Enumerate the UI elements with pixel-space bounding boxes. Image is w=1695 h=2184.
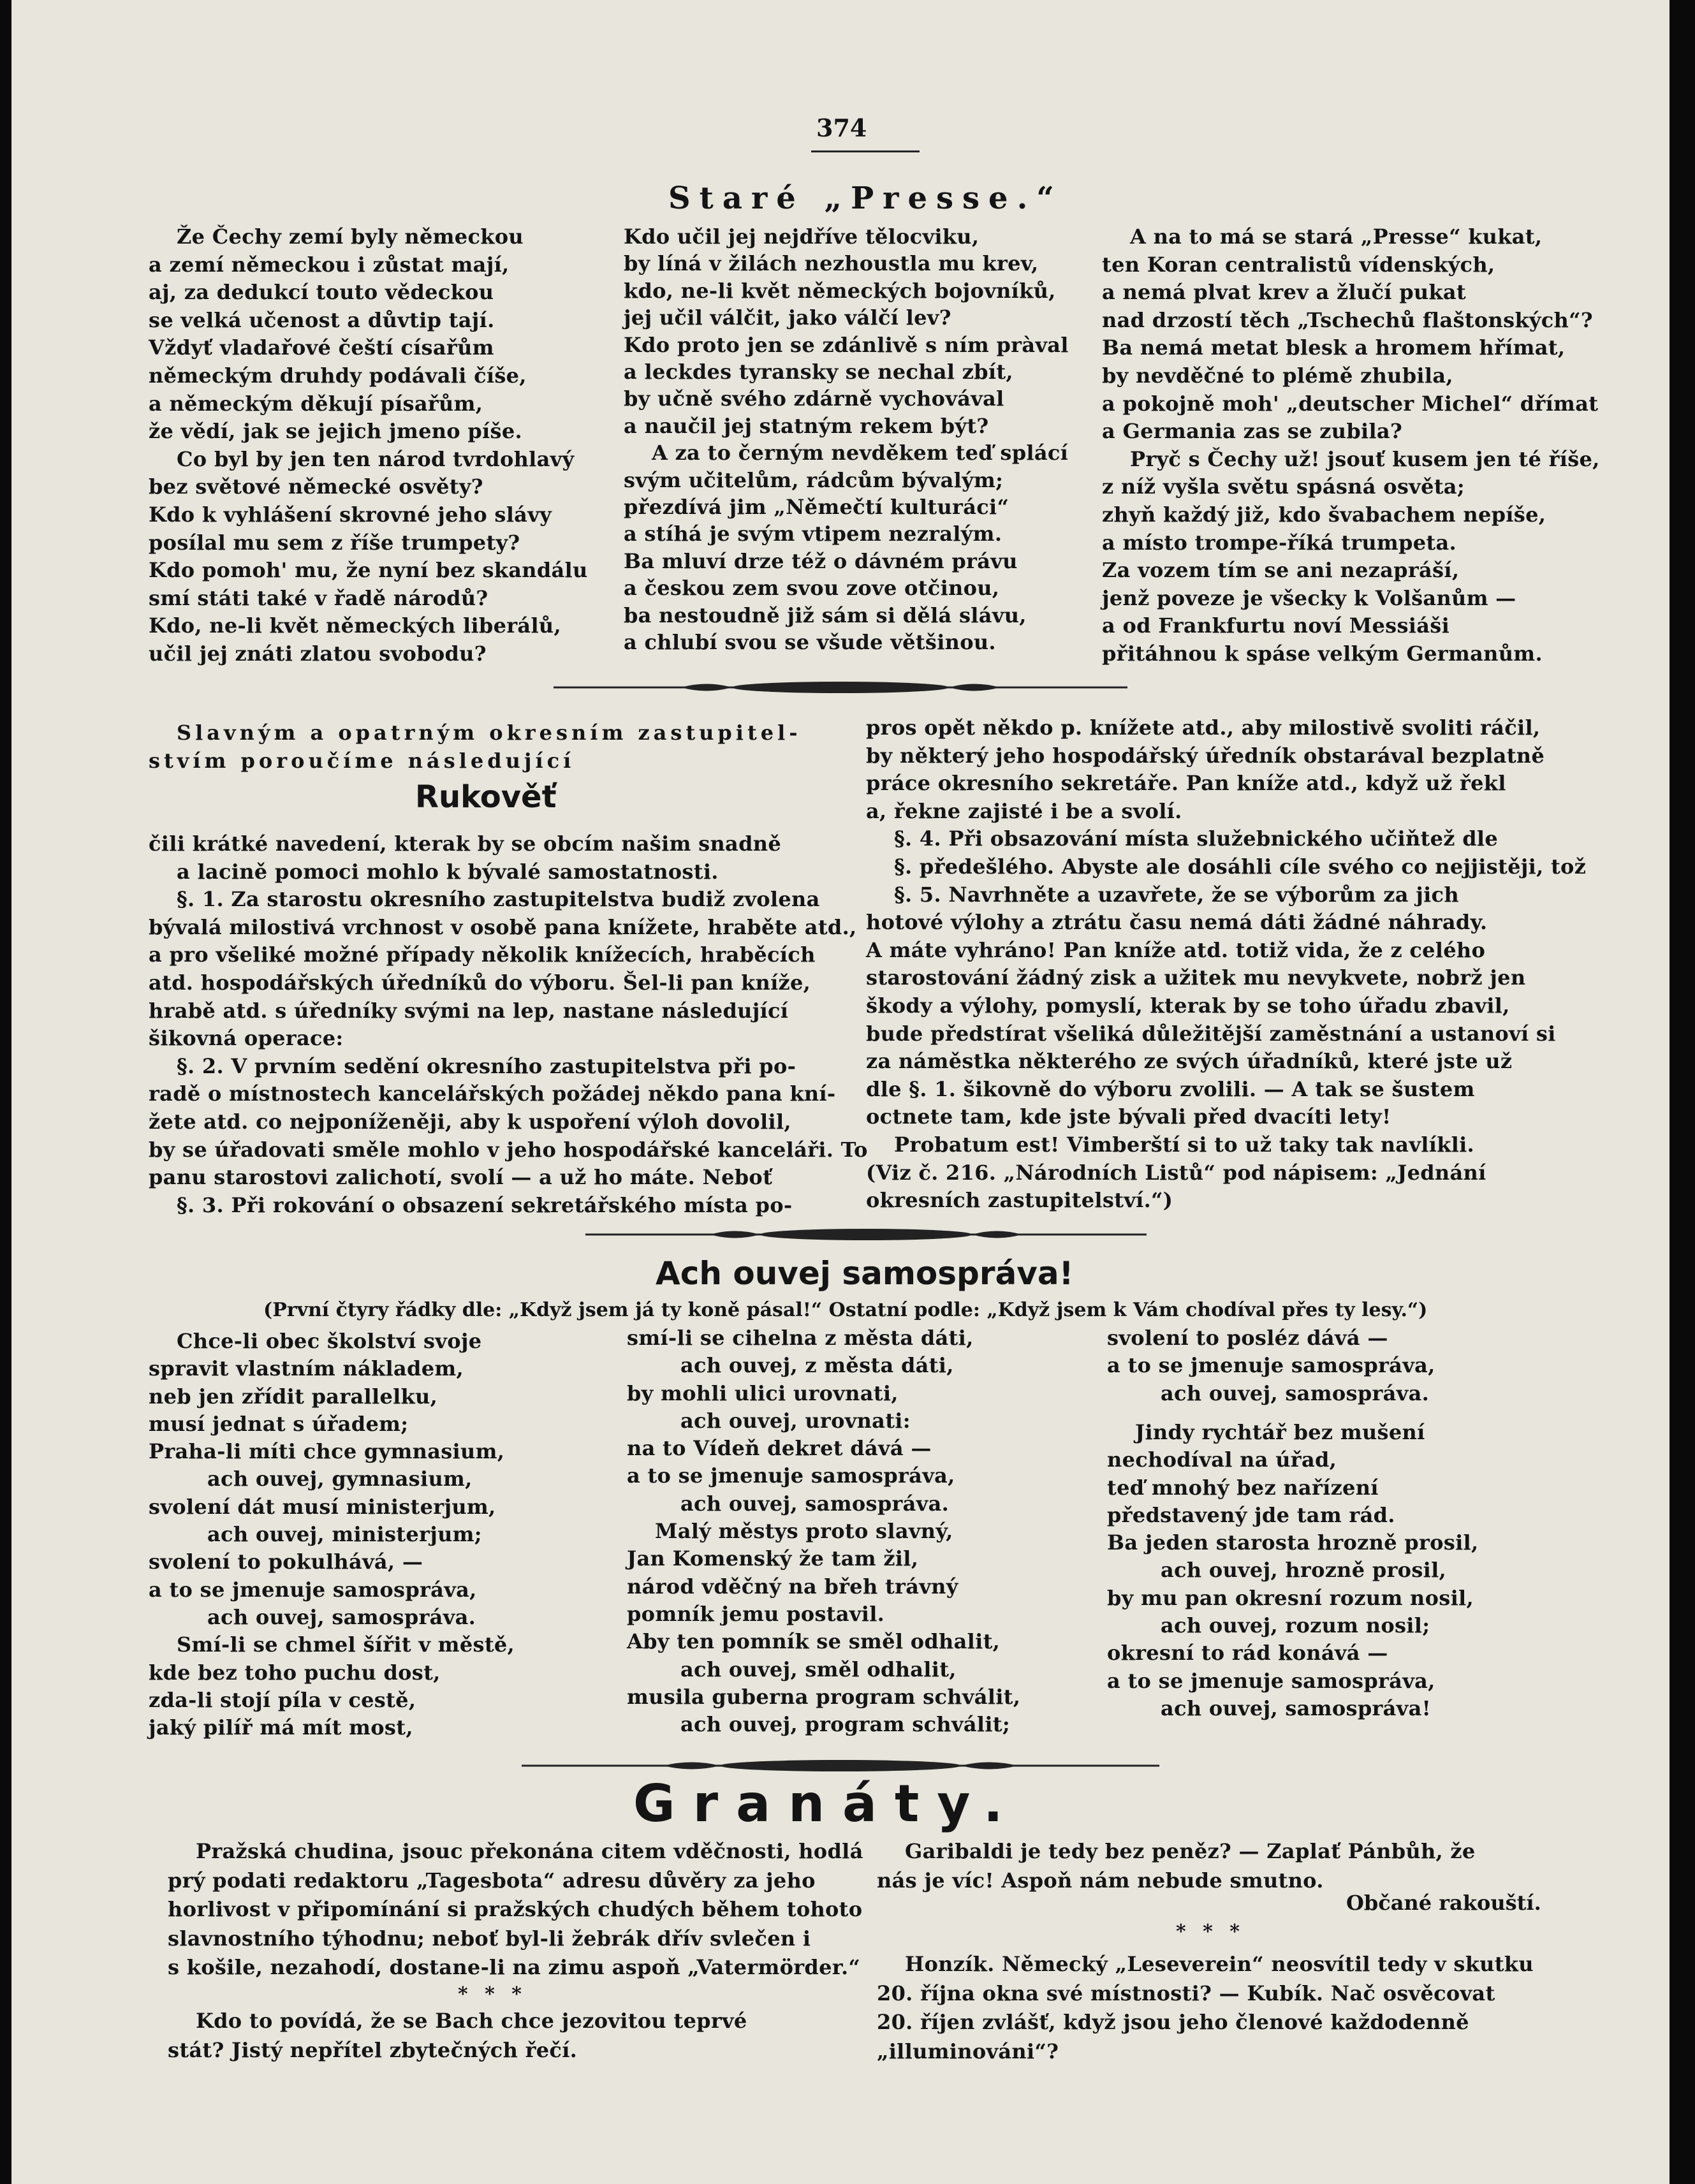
text-line: národ vděčný na břeh trávný [627,1574,958,1599]
text-line: Kdo, ne-li květ německých liberálů, [149,613,561,638]
text-line: Za vozem tím se ani nezapráší, [1102,558,1460,583]
text-line: svolení to pokulhává, — [149,1550,423,1574]
text-line: Chce-li obec školství svoje [177,1329,482,1353]
text-line: ach ouvej, ministerjum; [207,1522,482,1547]
rukovet-right-column [866,714,1587,1215]
text-line: čili krátké navedení, kterak by se obcím našim snadně [149,832,781,856]
text-line: slavnostního týhodnu; neboť byl-li žebrák dřív svlečen i [168,1926,811,1951]
ach-column-3-bottom [1107,1419,1478,1722]
text-line: Garibaldi je tedy bez peněz? — Zaplať Pánbůh, že [905,1839,1476,1863]
granaty-left-paragraph-2 [168,2007,845,2065]
text-line: jaký pilíř má mít most, [149,1715,413,1740]
text-line: a pokojně moh' „deutscher Michel“ dřímat [1102,391,1599,416]
poem-staré-presse-title: Staré „Presse.“ [668,180,1063,216]
text-line: ach ouvej, rozum nosil; [1161,1613,1430,1638]
text-line: a chlubí svou se všude většinou. [624,630,996,655]
text-line: s košile, nezahodí, dostane-li na zimu aspoň „Vatermörder.“ [168,1955,861,1980]
poem1-column-1 [149,223,588,668]
text-line: pomník jemu postavil. [627,1601,885,1626]
text-line: atd. hospodářských úředníků do výboru. Šel-li pan kníže, [149,970,811,995]
text-line: starostování žádný zisk a užitek mu nevykvete, nobrž jen [866,965,1526,990]
ach-ouvej-subtitle: (První čtyry řádky dle: „Když jsem já ty koně pásal!“ Ostatní podle: „Když jsem k Vám chodíval přes ty lesy.“) [263,1299,1428,1321]
text-line: stvím poroučíme následující [149,748,575,773]
text-line: na to Vídeň dekret dává — [627,1436,932,1461]
text-line: že vědí, jak se jejich jmeno píše. [149,419,522,444]
text-line: bez světové německé osvěty? [149,474,483,499]
newspaper-page [11,0,1669,2184]
text-line: a nemá plvat krev a žlučí pukat [1102,280,1467,305]
text-line: žete atd. co nejponíženěji, aby k uspoření výloh dovolil, [149,1109,791,1134]
page-number: 374 [816,114,867,142]
text-line: zhyň každý již, kdo švabachem nepíše, [1102,502,1546,527]
text-line: ach ouvej, samospráva. [680,1491,950,1516]
text-line: Co byl by jen ten národ tvrdohlavý [177,446,575,471]
text-line: bude předstírat všeliká důležitější zaměstnání a ustanoví si [866,1021,1556,1046]
text-line: a to se jmenuje samospráva, [1107,1668,1435,1693]
text-line: představený jde tam rád. [1107,1502,1395,1527]
ach-ouvej-title: Ach ouvej samospráva! [656,1255,1074,1292]
text-line: a pro všeliké možné případy několik knížecích, hraběcích [149,942,816,967]
text-line: 20. října okna své místnosti? — Kubík. Nač osvěcovat [877,1981,1495,2005]
granaty-signature: Občané rakouští. [1346,1891,1541,1915]
text-line: ach ouvej, hrozně prosil, [1161,1558,1446,1583]
text-line: okresních zastupitelství.“) [866,1188,1173,1213]
text-line: Aby ten pomník se směl odhalit, [627,1629,1001,1654]
granaty-stars-left: * * * [458,1983,527,2005]
text-line: šikovná operace: [149,1026,344,1051]
text-line: Jan Komenský že tam žil, [627,1546,919,1571]
text-line: a Germania zas se zubila? [1102,419,1402,444]
text-line: jenž poveze je všecky k Volšanům — [1102,585,1516,610]
text-line: panu starostovi zalichotí, svolí — a už ho máte. Neboť [149,1165,773,1190]
text-line: a zemí německou i zůstat mají, [149,252,510,277]
text-line: aj, za dedukcí touto vědeckou [149,280,494,305]
text-line: a českou zem svou zove otčinou, [624,576,1000,601]
text-line: ach ouvej, program schválit; [680,1712,1010,1737]
text-line: německým druhdy podávali číše, [149,363,527,388]
text-line: by mohli ulici urovnati, [627,1381,899,1405]
text-line: spravit vlastním nákladem, [149,1356,464,1381]
text-line: nad drzostí těch „Tschechů flaštonských“? [1102,307,1593,332]
text-line: svolení dát musí ministerjum, [149,1494,496,1519]
text-line: zda-li stojí píla v cestě, [149,1687,416,1712]
text-line: Kdo to povídá, že se Bach chce jezovitou teprvé [196,2009,747,2033]
text-line: dle §. 1. šikovně do výboru zvolili. — A tak se šustem [866,1076,1475,1101]
ornamental-divider-icon [554,680,1127,694]
text-line: pros opět někdo p. knížete atd., aby milostivě svoliti ráčil, [866,715,1541,740]
text-line: ach ouvej, urovnati: [680,1408,911,1433]
text-line: by nevděčné to plémě zhubila, [1102,363,1453,388]
text-line: by některý jeho hospodářský úředník obstarával bezplatně [866,743,1545,768]
text-line: §. 5. Navrhněte a uzavřete, že se výborům za jich [894,882,1459,907]
text-line: a to se jmenuje samospráva, [1107,1353,1435,1378]
text-line: hotové výlohy a ztrátu času nemá dáti žádné náhrady. [866,910,1488,935]
text-line: a stíhá je svým vtipem nezralým. [624,522,1002,546]
text-line: ba nestoudně již sám si dělá slávu, [624,603,1027,627]
text-line: ach ouvej, samospráva. [1161,1381,1430,1405]
text-line: ach ouvej, samospráva. [207,1604,476,1629]
text-line: Pražská chudina, jsouc překonána citem vděčnosti, hodlá [196,1839,863,1863]
text-line: a od Frankfurtu noví Messiáši [1102,613,1450,638]
text-line: prý podati redaktoru „Tagesbota“ adresu důvěry za jeho [168,1868,816,1893]
text-line: §. předešlého. Abyste ale dosáhli cíle svého co nejjistěji, tož [894,854,1587,879]
text-line: z níž vyšla světu spásná osvěta; [1102,474,1465,499]
text-line: Smí-li se chmel šířit v městě, [177,1632,515,1657]
text-line: jej učil válčit, jako válčí lev? [624,305,951,330]
text-line: Probatum est! Vimberští si to už taky tak navlíkli. [894,1132,1474,1157]
text-line: smí-li se cihelna z města dáti, [627,1326,974,1350]
poem1-column-3 [1102,223,1600,668]
text-line: Že Čechy zemí byly německou [177,224,524,249]
text-line: §. 3. Při rokování o obsazení sekretářského místa po- [177,1192,793,1217]
text-line: a leckdes tyransky se nechal zbít, [624,360,1013,385]
text-line: ten Koran centralistů vídenských, [1102,252,1495,277]
ornamental-divider-icon [522,1759,1159,1773]
text-line: Slavným a opatrným okresním zastupitel- [177,721,802,745]
text-line: §. 4. Při obsazování místa služebnického učiňtež dle [894,826,1498,851]
text-line: za náměstka některého ze svých úřadníků, které jste už [866,1049,1513,1074]
text-line: posílal mu sem z říše trumpety? [149,530,520,555]
poem1-column-2 [624,223,1069,656]
text-line: ach ouvej, z města dáti, [680,1353,954,1378]
granaty-right-paragraph [877,1837,1566,1895]
text-line: a, řekne zajisté i be a svolí. [866,798,1182,823]
text-line: Honzík. Německý „Leseverein“ neosvítil tedy v skutku [905,1952,1534,1976]
text-line: Jindy rychtář bez mušení [1135,1420,1425,1444]
page-number-rule [811,150,920,152]
ornamental-divider-icon [585,1228,1147,1242]
text-line: a místo trompe-říká trumpeta. [1102,530,1457,555]
text-line: okresní to rád konává — [1107,1641,1388,1666]
text-line: by se úřadovati směle mohlo v jeho hospodářské kanceláři. To [149,1137,868,1162]
ach-column-1 [149,1328,515,1741]
text-line: nás je víc! Aspoň nám nebude smutno. [877,1868,1324,1893]
text-line: a německým děkují písařům, [149,391,483,416]
text-line: ach ouvej, gymnasium, [207,1467,473,1491]
text-line: A máte vyhráno! Pan kníže atd. totiž vida, že z celého [866,937,1486,962]
granaty-stars-right: * * * [1176,1921,1245,1943]
text-line: a to se jmenuje samospráva, [149,1577,477,1602]
text-line: Ba mluví drze též o dávném právu [624,548,1018,573]
text-line: A na to má se stará „Presse“ kukat, [1130,224,1543,249]
text-line: ach ouvej, směl odhalit, [680,1657,957,1682]
text-line: přitáhnou k spáse velkým Germanům. [1102,641,1543,666]
text-line: teď mnohý bez nařízení [1107,1475,1379,1500]
text-line: škody a výlohy, pomyslí, kterak by se toho úřadu zbavil, [866,993,1510,1018]
text-line: a naučil jej statným rekem být? [624,413,989,438]
text-line: Kdo k vyhlášení skrovné jeho slávy [149,502,552,527]
text-line: přezdívá jim „Němečtí kulturáci“ [624,495,1009,520]
text-line: Ba nemá metat blesk a hromem hřímat, [1102,335,1566,360]
text-line: nechodíval na úřad, [1107,1447,1337,1472]
text-line: smí státi také v řadě národů? [149,585,488,610]
text-line: §. 1. Za starostu okresního zastupitelstva budiž zvolena [177,887,820,912]
granaty-title: Granáty. [633,1774,1021,1833]
text-line: ach ouvej, samospráva! [1161,1696,1431,1720]
rukovet-left-column [149,830,868,1219]
text-line: by učně svého zdárně vychovával [624,386,1004,411]
text-line: musí jednat s úřadem; [149,1411,409,1436]
text-line: stát? Jistý nepřítel zbytečných řečí. [168,2037,578,2062]
text-line: A za to černým nevděkem teď splácí [652,441,1069,465]
text-line: bývalá milostivá vrchnost v osobě pana knížete, hraběte atd., [149,914,857,939]
text-line: a lacině pomoci mohlo k bývalé samostatnosti. [177,859,719,884]
text-line: Ba jeden starosta hrozně prosil, [1107,1530,1479,1555]
text-line: radě o místnostech kancelářských požádej někdo pana kní- [149,1081,836,1106]
text-line: Kdo proto jen se zdánlivě s ním pràval [624,332,1069,357]
text-line: hrabě atd. s úředníky svými na lep, nastane následující [149,998,789,1023]
text-line: §. 2. V prvním sedění okresního zastupitelstva při po- [177,1053,796,1078]
text-line: octnete tam, kde jste bývali před dvacíti lety! [866,1104,1391,1129]
text-line: musila guberna program schválit, [627,1684,1021,1709]
text-line: svolení to posléz dává — [1107,1326,1388,1350]
rukovet-title: Rukověť [415,779,557,815]
text-line: Vždyť vladařové čeští císařům [149,335,494,360]
text-line: a to se jmenuje samospráva, [627,1463,955,1488]
text-line: kdo, ne-li květ německých bojovníků, [624,278,1056,303]
text-line: se velká učenost a důvtip tají. [149,307,495,332]
granaty-right-paragraph-2 [877,1950,1578,2066]
text-line: neb jen zřídit parallelku, [149,1384,438,1409]
text-line: by mu pan okresní rozum nosil, [1107,1585,1474,1610]
ach-column-2 [627,1324,1020,1738]
text-line: Pryč s Čechy už! jsouť kusem jen té říše, [1130,446,1600,471]
text-line: „illuminováni“? [877,2039,1059,2063]
ach-column-3-top [1107,1324,1435,1407]
text-line: Kdo pomoh' mu, že nyní bez skandálu [149,558,588,583]
text-line: kde bez toho puchu dost, [149,1660,441,1685]
text-line: učil jej znáti zlatou svobodu? [149,641,487,666]
text-line: (Viz č. 216. „Národních Listů“ pod nápisem: „Jednání [866,1160,1486,1185]
text-line: Malý městys proto slavný, [655,1519,953,1544]
text-line: Praha-li míti chce gymnasium, [149,1439,505,1464]
rukovet-intro [149,719,802,775]
granaty-left-paragraph [168,1837,863,1982]
text-line: práce okresního sekretáře. Pan kníže atd., když už řekl [866,771,1506,796]
text-line: svým učitelům, rádcům bývalým; [624,467,1004,492]
text-line: Kdo učil jej nejdříve tělocviku, [624,224,980,249]
text-line: horlivost v připomínání si pražských chudých během tohoto [168,1897,863,1922]
text-line: by líná v žilách nezhoustla mu krev, [624,251,1039,276]
text-line: 20. říjen zvlášť, když jsou jeho členové každodenně [877,2010,1469,2035]
